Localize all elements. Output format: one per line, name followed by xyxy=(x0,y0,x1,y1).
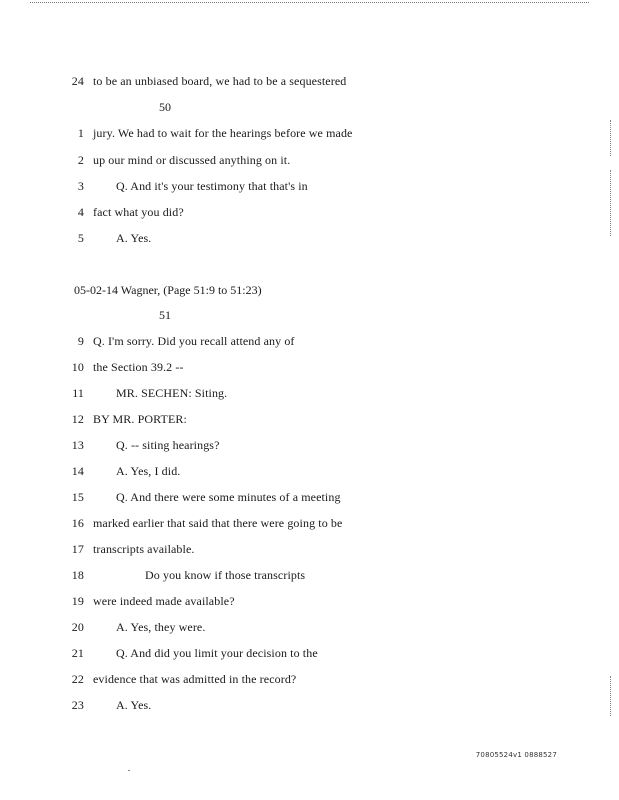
line-text: A. Yes. xyxy=(116,231,152,245)
line-text: A. Yes. xyxy=(116,698,152,712)
line-text: transcripts available. xyxy=(93,542,195,556)
line-number: 17 xyxy=(71,542,84,556)
line-number: 19 xyxy=(71,594,84,608)
excerpt-heading: 05-02-14 Wagner, (Page 51:9 to 51:23) xyxy=(74,283,262,297)
line-number: 15 xyxy=(71,490,84,504)
line-text: marked earlier that said that there were going to be xyxy=(93,516,343,530)
line-number: 20 xyxy=(71,620,84,634)
line-text: BY MR. PORTER: xyxy=(93,412,187,426)
line-text: Q. And there were some minutes of a meeting xyxy=(116,490,341,504)
line-number: 3 xyxy=(77,179,84,193)
line-text: jury. We had to wait for the hearings before we made xyxy=(93,126,353,140)
margin-mark xyxy=(608,120,611,156)
line-number: 11 xyxy=(72,386,84,400)
line-number: 14 xyxy=(71,464,84,478)
page-number: 51 xyxy=(159,308,171,322)
line-number: 23 xyxy=(71,698,84,712)
line-text: A. Yes, I did. xyxy=(116,464,181,478)
margin-mark xyxy=(608,170,611,236)
line-text: the Section 39.2 -- xyxy=(93,360,184,374)
scan-speck xyxy=(128,770,130,771)
line-number: 16 xyxy=(71,516,84,530)
line-text: Q. And did you limit your decision to the xyxy=(116,646,318,660)
line-number: 18 xyxy=(71,568,84,582)
line-text: Q. And it's your testimony that that's in xyxy=(116,179,308,193)
line-number: 24 xyxy=(71,74,84,88)
line-text: MR. SECHEN: Siting. xyxy=(116,386,228,400)
line-text: A. Yes, they were. xyxy=(116,620,206,634)
line-number: 22 xyxy=(71,672,84,686)
line-number: 10 xyxy=(71,360,84,374)
line-text: up our mind or discussed anything on it. xyxy=(93,153,291,167)
line-number: 1 xyxy=(77,126,84,140)
line-number: 13 xyxy=(71,438,84,452)
line-number: 5 xyxy=(77,231,84,245)
line-text: Q. I'm sorry. Did you recall attend any of xyxy=(93,334,295,348)
margin-mark xyxy=(608,676,611,716)
line-text: Do you know if those transcripts xyxy=(145,568,306,582)
line-text: Q. -- siting hearings? xyxy=(116,438,220,452)
document-id-footer: 70805524v1 0888527 xyxy=(475,751,557,759)
line-text: fact what you did? xyxy=(93,205,184,219)
line-number: 21 xyxy=(71,646,84,660)
line-number: 2 xyxy=(77,153,84,167)
line-text: were indeed made available? xyxy=(93,594,235,608)
top-scan-line xyxy=(30,2,589,5)
line-text: to be an unbiased board, we had to be a sequestered xyxy=(93,74,347,88)
line-number: 4 xyxy=(77,205,84,219)
page-number: 50 xyxy=(159,100,171,114)
line-number: 9 xyxy=(77,334,84,348)
line-number: 12 xyxy=(71,412,84,426)
line-text: evidence that was admitted in the record? xyxy=(93,672,297,686)
